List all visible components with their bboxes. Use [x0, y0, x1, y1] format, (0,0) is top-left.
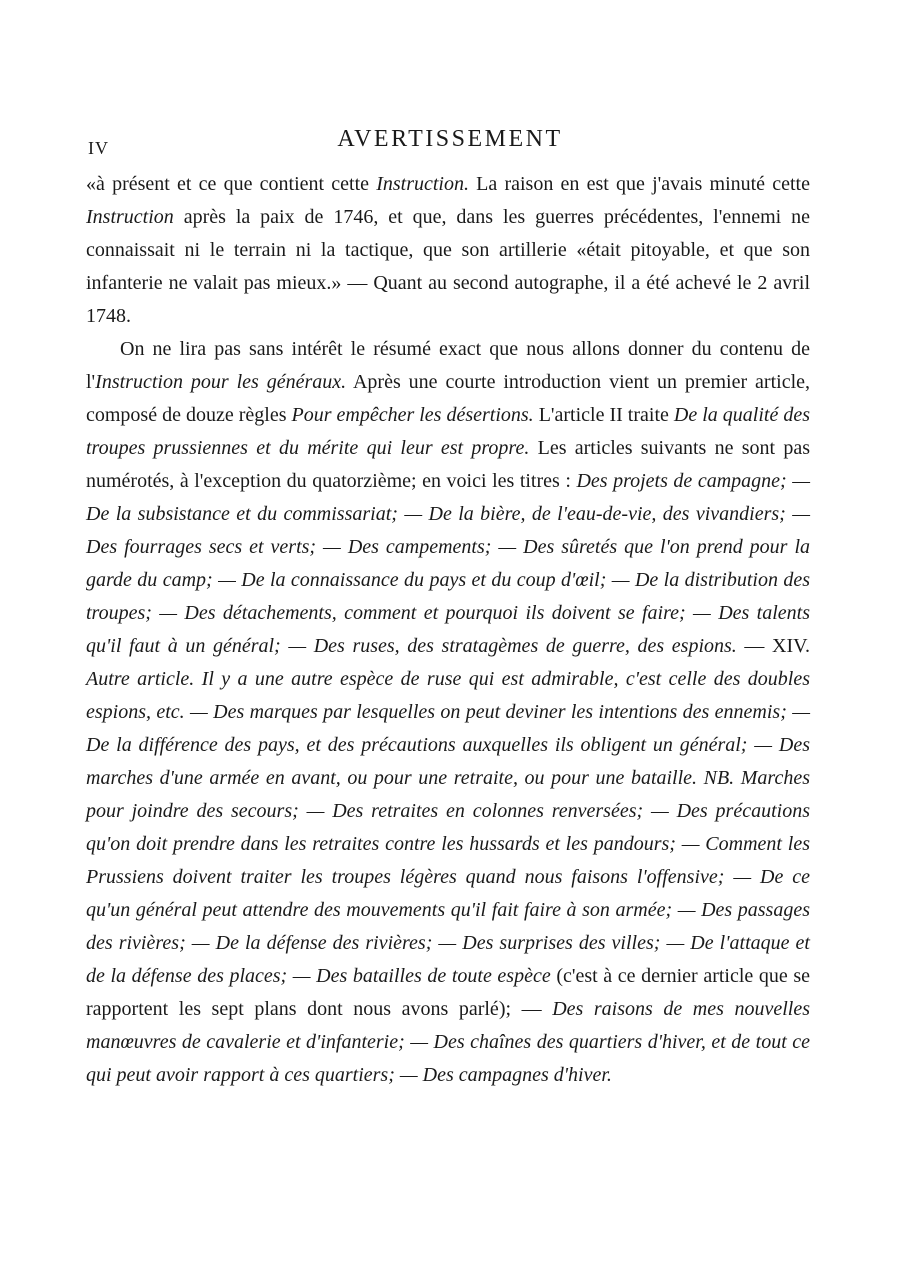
- italic-text-span: Des projets de campagne; — De la subsistance et du commissariat; — De la bière, de l'eau-de-vie, des vivandiers; — Des fourrages secs et verts; — Des campements; — Des sûretés que l'on prend pour la garde du camp; — De la connaissance du pays et du coup d'œil; — De la distribution des troupes; — Des détachements, comment et pourquoi ils doivent se faire; — Des talents qu'il faut à un général; — Des ruses, des stratagèmes de guerre, des espions.: [86, 470, 810, 657]
- text-span: La raison en est que j'avais minuté cette: [468, 173, 810, 195]
- italic-text-span: Pour empêcher les désertions.: [291, 404, 534, 426]
- page-number: IV: [88, 138, 109, 158]
- italic-text-span: Instruction.: [376, 173, 469, 195]
- italic-text-span: De la qualité des troupes prussiennes et du mérite qui leur est propre.: [86, 404, 811, 459]
- text-span: On ne lira pas sans intérêt le résumé exact que nous allons donner du contenu de l': [86, 338, 810, 393]
- paragraph: [86, 168, 810, 333]
- text-span: — XIV.: [736, 635, 810, 657]
- text-span: (c'est à ce dernier article que se rapportent les sept plans dont nous avons parlé); —: [86, 965, 811, 1020]
- text-span: L'article II traite: [533, 404, 674, 426]
- text-span: Après une courte introduction vient un premier article, composé de douze règles: [86, 371, 810, 426]
- body-text: [86, 168, 810, 1092]
- italic-text-span: Instruction pour les généraux.: [95, 371, 347, 393]
- text-span: Les articles suivants ne sont pas numérotés, à l'exception du quatorzième; en voici les titres :: [86, 437, 810, 492]
- italic-text-span: Des raisons de mes nouvelles manœuvres de cavalerie et d'infanterie; — Des chaînes des quartiers d'hiver, et de tout ce qui peut avoir rapport à ces quartiers; — Des campagnes d'hiver.: [86, 998, 810, 1086]
- text-span: après la paix de 1746, et que, dans les guerres précédentes, l'ennemi ne connaissait ni le terrain ni la tactique, que son artillerie «était pitoyable, et que son infanterie ne valait pas mieux.» — Quant au second autographe, il a été achevé le 2 avril 1748.: [86, 206, 810, 327]
- running-head-title: AVERTISSEMENT: [337, 126, 563, 152]
- italic-text-span: Instruction: [86, 206, 174, 228]
- text-span: «à présent et ce que contient cette: [86, 173, 377, 195]
- paragraph: [86, 333, 810, 1092]
- italic-text-span: Autre article. Il y a une autre espèce de ruse qui est admirable, c'est celle des doubles espions, etc. — Des marques par lesquelles on peut deviner les intentions des ennemis; — De la différence des pays, et des précautions auxquelles ils obligent un général; — Des marches d'une armée en avant, ou pour une retraite, ou pour une bataille. NB. Marches pour joindre des secours; — Des retraites en colonnes renversées; — Des précautions qu'on doit prendre dans les retraites contre les hussards et les pandours; — Comment les Prussiens doivent traiter les troupes légères quand nous faisons l'offensive; — De ce qu'un général peut attendre des mouvements qu'il fait faire à son armée; — Des passages des rivières; — De la défense des rivières; — Des surprises des villes; — De l'attaque et de la défense des places; — Des batailles de toute espèce: [86, 668, 810, 987]
